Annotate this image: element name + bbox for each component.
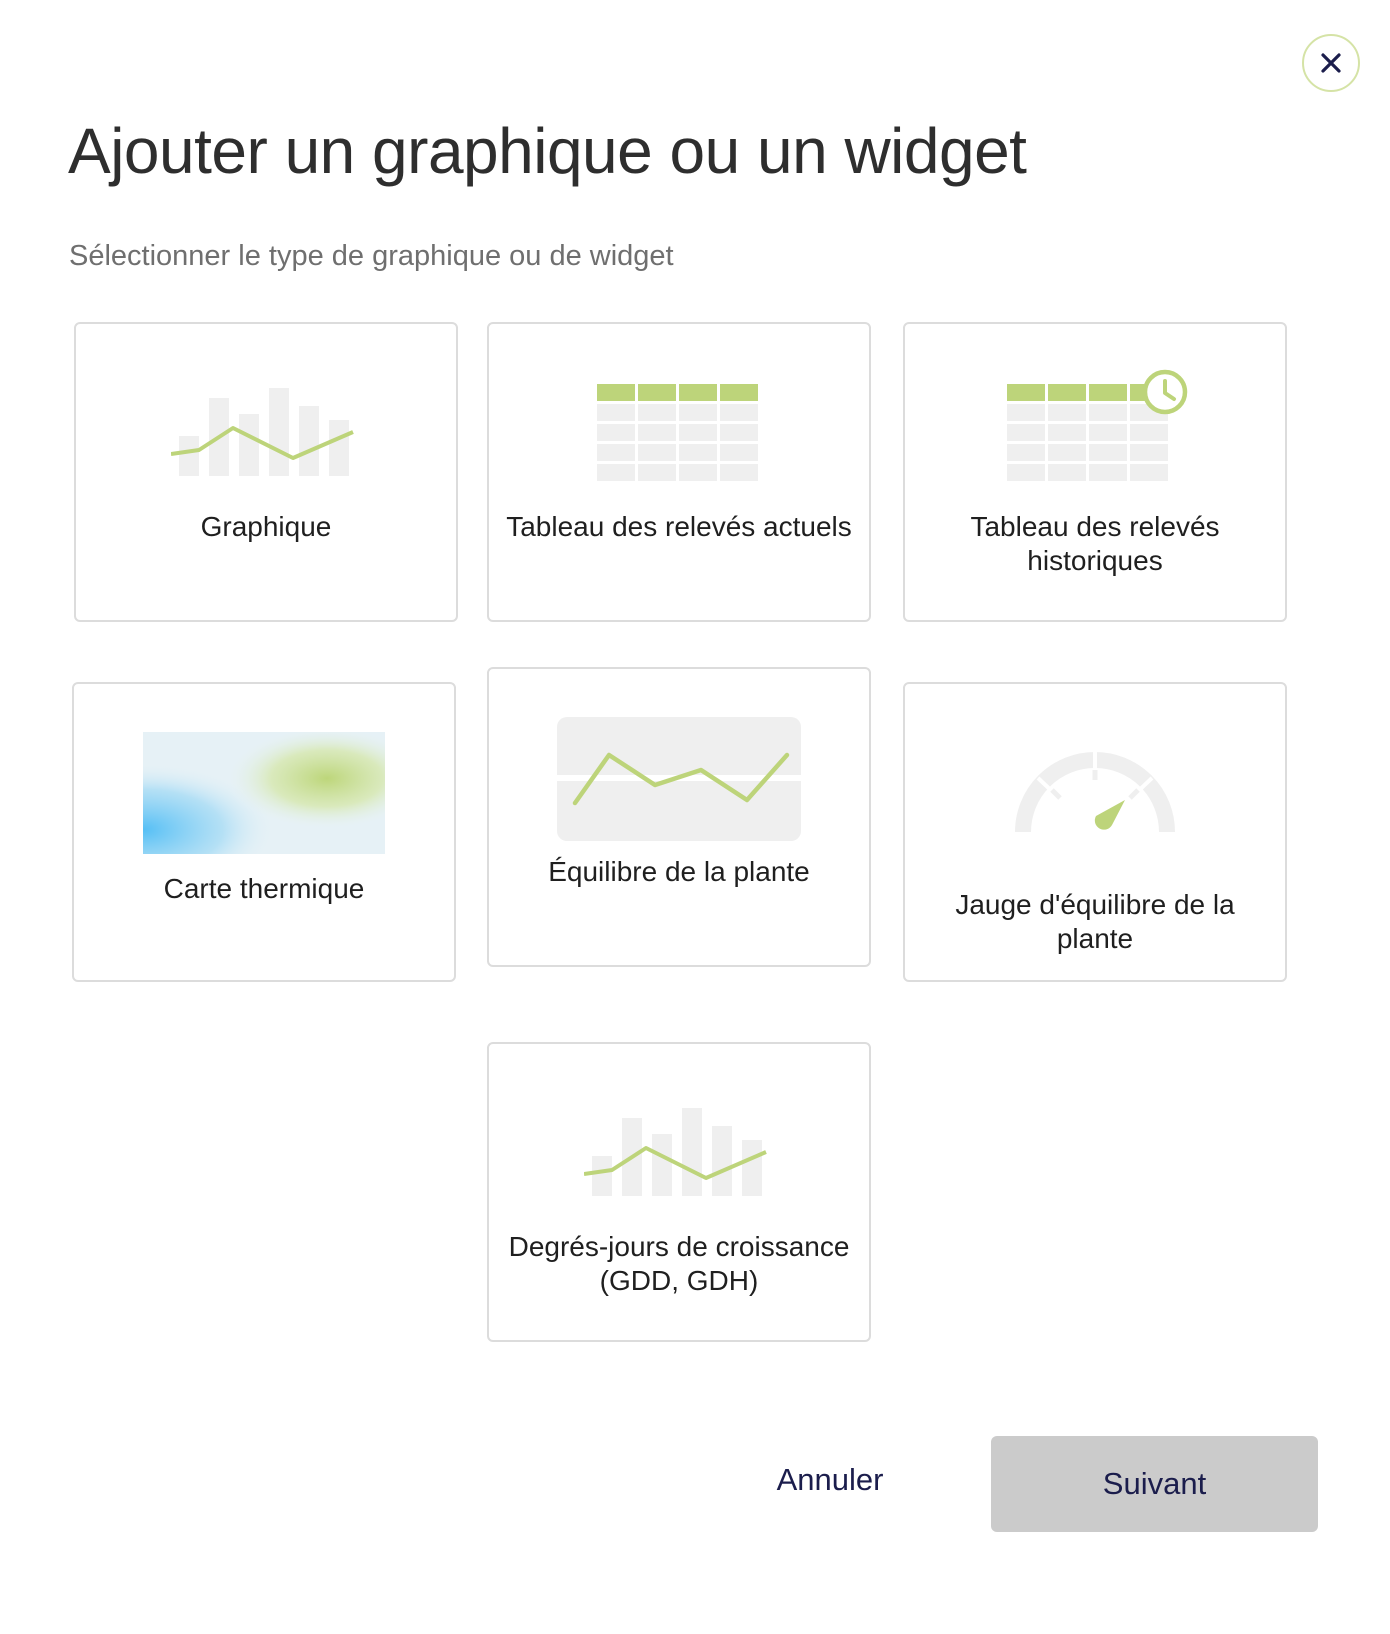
table-clock-icon: [1007, 368, 1191, 486]
option-label: Équilibre de la plante: [548, 856, 810, 887]
cancel-button[interactable]: Annuler: [740, 1440, 920, 1520]
heatmap-icon: [143, 732, 385, 854]
option-label: Degrés-jours de croissance (GDD, GDH): [508, 1231, 850, 1296]
option-tableau-historiques-card[interactable]: [903, 322, 1287, 622]
next-button[interactable]: Suivant: [991, 1436, 1318, 1532]
bar-line-chart-icon: [584, 1102, 774, 1202]
option-label: Graphique: [200, 511, 332, 542]
option-tableau-actuels-card[interactable]: [487, 322, 871, 622]
close-button[interactable]: [1302, 34, 1360, 92]
option-carte-thermique-card[interactable]: [72, 682, 456, 982]
option-label: Tableau des relevés historiques: [970, 511, 1220, 576]
close-icon: [1320, 52, 1342, 74]
option-label: Carte thermique: [163, 873, 365, 904]
line-chart-icon: [557, 717, 801, 841]
option-jauge-equilibre-card[interactable]: [903, 682, 1287, 982]
option-degres-jours-card[interactable]: [487, 1042, 871, 1342]
gauge-icon: [1010, 746, 1180, 846]
bar-line-chart-icon: [171, 382, 361, 482]
dialog-title: Ajouter un graphique ou un widget: [68, 115, 1027, 187]
option-graphique-card[interactable]: [74, 322, 458, 622]
option-label: Tableau des relevés actuels: [506, 511, 852, 542]
option-label: Jauge d'équilibre de la plante: [955, 889, 1235, 954]
table-icon: [597, 384, 761, 486]
option-equilibre-plante-card[interactable]: [487, 667, 871, 967]
dialog-subtitle: Sélectionner le type de graphique ou de widget: [69, 240, 674, 272]
